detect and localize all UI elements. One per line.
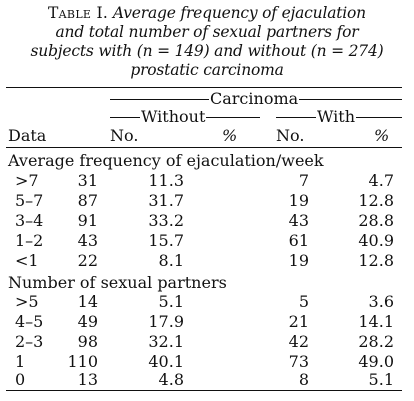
cell-with-no: 43 bbox=[288, 211, 309, 230]
column-header-data: Data bbox=[8, 126, 47, 145]
cell-with-pct: 49.0 bbox=[358, 352, 394, 371]
cell-without-no: 110 bbox=[67, 352, 98, 371]
row-label: 5–7 bbox=[15, 191, 44, 210]
cell-with-pct: 12.8 bbox=[358, 251, 394, 270]
with-heading: With bbox=[317, 107, 356, 126]
table-label: Table I. bbox=[48, 4, 109, 22]
column-header-with-pct: % bbox=[374, 126, 390, 145]
cell-with-pct: 40.9 bbox=[358, 231, 394, 250]
cell-with-no: 19 bbox=[288, 251, 309, 270]
cell-without-pct: 17.9 bbox=[148, 312, 184, 331]
table-row bbox=[0, 231, 414, 251]
cell-without-no: 22 bbox=[77, 251, 98, 270]
row-label: >7 bbox=[15, 171, 39, 190]
cell-without-pct: 5.1 bbox=[158, 292, 184, 311]
cell-with-no: 73 bbox=[288, 352, 309, 371]
caption-title-line-4: prostatic carcinoma bbox=[130, 61, 284, 79]
row-label: >5 bbox=[15, 292, 39, 311]
column-header-without-no: No. bbox=[110, 126, 139, 145]
row-label: 0 bbox=[15, 370, 26, 389]
row-label: <1 bbox=[15, 251, 39, 270]
table-row bbox=[0, 312, 414, 332]
table-row bbox=[0, 370, 414, 390]
cell-without-no: 98 bbox=[77, 332, 98, 351]
header-rule bbox=[6, 147, 402, 148]
cell-with-no: 19 bbox=[288, 191, 309, 210]
cell-with-pct: 4.7 bbox=[368, 171, 394, 190]
caption-title-line-1: Average frequency of ejaculation bbox=[112, 4, 366, 22]
row-label: 4–5 bbox=[15, 312, 44, 331]
cell-with-no: 5 bbox=[298, 292, 309, 311]
cell-without-pct: 8.1 bbox=[158, 251, 184, 270]
cell-without-pct: 4.8 bbox=[158, 370, 184, 389]
without-spanner bbox=[110, 108, 260, 126]
carcinoma-heading: Carcinoma bbox=[210, 89, 299, 108]
row-label: 1 bbox=[15, 352, 26, 371]
cell-without-no: 13 bbox=[77, 370, 98, 389]
cell-without-no: 31 bbox=[77, 171, 98, 190]
table-row bbox=[0, 251, 414, 271]
cell-with-pct: 5.1 bbox=[368, 370, 394, 389]
top-rule bbox=[6, 87, 402, 88]
cell-without-pct: 40.1 bbox=[148, 352, 184, 371]
table-row bbox=[0, 292, 414, 312]
cell-with-pct: 28.8 bbox=[358, 211, 394, 230]
cell-without-pct: 31.7 bbox=[148, 191, 184, 210]
cell-with-pct: 14.1 bbox=[358, 312, 394, 331]
cell-without-no: 87 bbox=[77, 191, 98, 210]
cell-with-no: 7 bbox=[298, 171, 309, 190]
row-label: 1–2 bbox=[15, 231, 44, 250]
row-label: 2–3 bbox=[15, 332, 44, 351]
carcinoma-spanner bbox=[110, 90, 402, 108]
cell-without-no: 14 bbox=[77, 292, 98, 311]
cell-with-pct: 3.6 bbox=[368, 292, 394, 311]
bottom-rule bbox=[6, 390, 402, 391]
cell-without-pct: 11.3 bbox=[148, 171, 184, 190]
table-row bbox=[0, 211, 414, 231]
cell-with-pct: 28.2 bbox=[358, 332, 394, 351]
section-title-partners: Number of sexual partners bbox=[8, 273, 227, 292]
section-title-frequency: Average frequency of ejaculation/week bbox=[8, 151, 324, 170]
cell-with-no: 42 bbox=[288, 332, 309, 351]
cell-without-pct: 33.2 bbox=[148, 211, 184, 230]
cell-with-pct: 12.8 bbox=[358, 191, 394, 210]
cell-without-no: 91 bbox=[77, 211, 98, 230]
cell-with-no: 21 bbox=[288, 312, 309, 331]
table-row bbox=[0, 332, 414, 352]
without-heading: Without bbox=[141, 107, 206, 126]
cell-without-pct: 15.7 bbox=[148, 231, 184, 250]
cell-without-no: 49 bbox=[77, 312, 98, 331]
table-row bbox=[0, 352, 414, 372]
with-spanner bbox=[276, 108, 402, 126]
caption-title-line-2: and total number of sexual partners for bbox=[55, 23, 359, 41]
table-caption bbox=[0, 4, 414, 80]
table-row bbox=[0, 191, 414, 211]
cell-without-no: 43 bbox=[77, 231, 98, 250]
row-label: 3–4 bbox=[15, 211, 44, 230]
column-header-with-no: No. bbox=[276, 126, 305, 145]
cell-with-no: 61 bbox=[288, 231, 309, 250]
caption-title-line-3: subjects with (n = 149) and without (n = 274) bbox=[30, 42, 384, 60]
cell-with-no: 8 bbox=[298, 370, 309, 389]
cell-without-pct: 32.1 bbox=[148, 332, 184, 351]
table-row bbox=[0, 171, 414, 191]
column-header-without-pct: % bbox=[222, 126, 238, 145]
caption-line-1 bbox=[0, 4, 414, 23]
